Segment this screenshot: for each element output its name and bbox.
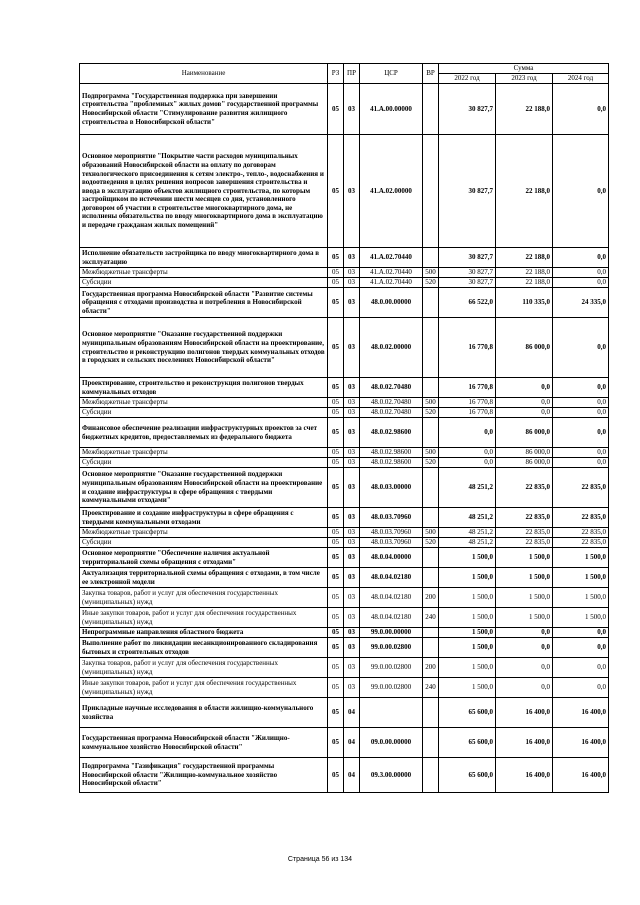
table-row [80,378,609,398]
row-value-2022: 0,0 [439,458,496,468]
row-name: Актуализация территориальной схемы обращения с отходами, в том числе ее электронной модели [80,568,328,588]
row-rz: 05 [328,248,344,268]
row-vr [423,698,439,728]
row-pr: 03 [344,398,360,408]
header-year-2022: 2022 год [439,74,496,84]
row-csr: 41.А.00.00000 [360,84,423,135]
row-csr: 48.0.03.70960 [360,538,423,548]
row-csr: 48.0.02.98600 [360,458,423,468]
row-value-2023: 16 400,0 [496,698,553,728]
row-value-2024: 22 835,0 [553,538,609,548]
row-value-2024: 0,0 [553,418,609,448]
row-vr [423,568,439,588]
row-value-2024: 0,0 [553,278,609,288]
row-csr [360,698,423,728]
row-value-2024: 0,0 [553,458,609,468]
row-value-2023: 86 000,0 [496,318,553,378]
table-row [80,278,609,288]
table-row [80,508,609,528]
row-value-2023: 22 835,0 [496,538,553,548]
row-value-2024: 0,0 [553,628,609,638]
row-pr: 03 [344,318,360,378]
row-value-2024: 0,0 [553,408,609,418]
row-pr: 03 [344,408,360,418]
table-row [80,528,609,538]
row-csr: 48.0.03.00000 [360,468,423,508]
row-rz: 05 [328,278,344,288]
row-value-2023: 0,0 [496,408,553,418]
row-csr: 99.0.00.02800 [360,678,423,698]
row-vr: 520 [423,458,439,468]
table-row [80,548,609,568]
row-rz: 05 [328,698,344,728]
row-name: Непрограммные направления областного бюджета [80,628,328,638]
row-csr: 48.0.04.00000 [360,548,423,568]
row-name: Проектирование и создание инфраструктуры в сфере обращения с твердыми коммунальными отходами [80,508,328,528]
row-pr: 03 [344,608,360,628]
row-csr: 48.0.02.70480 [360,408,423,418]
row-rz: 05 [328,568,344,588]
row-value-2023: 22 835,0 [496,528,553,538]
row-value-2022: 0,0 [439,418,496,448]
table-row [80,398,609,408]
row-value-2022: 30 827,7 [439,278,496,288]
row-vr: 500 [423,398,439,408]
row-value-2023: 0,0 [496,378,553,398]
row-pr: 04 [344,758,360,793]
row-rz: 05 [328,458,344,468]
row-pr: 03 [344,508,360,528]
row-rz: 05 [328,508,344,528]
row-name: Основное мероприятие "Покрытие части расходов муниципальных образований Новосибирской области на оплату по договорам технологического присоединения к сетям электро-, тепло-, водоснабжения и водоотведения в целях решения вопросов завершения строительства и ввода в эксплуатацию объектов жилищного строительства, по которым застройщиком по истечении шести месяцев со дня, установленного договором об участии в строительстве многоквартирного дома, не исполнены обязательства по вводу многоквартирного дома в эксплуатацию и передаче гражданам жилых помещений" [80,135,328,248]
row-name: Субсидии [80,278,328,288]
row-csr: 41.А.02.70440 [360,268,423,278]
row-value-2024: 0,0 [553,268,609,278]
row-csr: 99.0.00.02800 [360,658,423,678]
row-pr: 03 [344,638,360,658]
row-value-2023: 1 500,0 [496,568,553,588]
table-row [80,288,609,318]
row-rz: 05 [328,268,344,278]
row-vr: 520 [423,278,439,288]
row-value-2022: 65 600,0 [439,698,496,728]
row-rz: 05 [328,588,344,608]
row-name: Основное мероприятие "Оказание государственной поддержки муниципальным образованиям Новосибирской области на проектирование, строительство и реконструкцию полигонов твердых коммунальных отходов в городских и сельских поселениях Новосибирской области" [80,318,328,378]
header-sum: Сумма [439,64,609,74]
row-value-2022: 66 522,0 [439,288,496,318]
row-name: Основное мероприятие "Оказание государственной поддержки муниципальным образованиям Новосибирской области на проектирование и создание инфраструктуры в сфере обращения с твердыми коммунальными отходами" [80,468,328,508]
row-pr: 04 [344,728,360,758]
row-value-2022: 1 500,0 [439,568,496,588]
row-name: Субсидии [80,408,328,418]
row-name: Закупка товаров, работ и услуг для обеспечения государственных (муниципальных) нужд [80,588,328,608]
table-body [80,84,609,793]
row-pr: 03 [344,278,360,288]
table-row [80,538,609,548]
row-value-2024: 0,0 [553,398,609,408]
row-pr: 04 [344,698,360,728]
row-pr: 03 [344,678,360,698]
row-name: Подпрограмма "Государственная поддержка при завершении строительства "проблемных" жилых домов" государственной программы Новосибирской области "Стимулирование развития жилищного строительства в Новосибирской области" [80,84,328,135]
row-pr: 03 [344,568,360,588]
row-csr: 09.0.00.00000 [360,728,423,758]
header-name: Наименование [80,64,328,84]
row-name: Иные закупки товаров, работ и услуг для обеспечения государственных (муниципальных) нужд [80,678,328,698]
row-value-2023: 86 000,0 [496,418,553,448]
row-pr: 03 [344,548,360,568]
row-value-2023: 22 188,0 [496,248,553,268]
row-value-2023: 0,0 [496,678,553,698]
row-csr: 48.0.02.00000 [360,318,423,378]
row-value-2023: 16 400,0 [496,728,553,758]
row-name: Финансовое обеспечение реализации инфраструктурных проектов за счет бюджетных кредитов, предоставляемых из федерального бюджета [80,418,328,448]
budget-table [79,63,609,793]
row-value-2023: 22 835,0 [496,468,553,508]
row-rz: 05 [328,678,344,698]
row-name: Подпрограмма "Газификация" государственной программы Новосибирской области "Жилищно-коммунальное хозяйство Новосибирской области" [80,758,328,793]
row-value-2024: 16 400,0 [553,758,609,793]
row-csr: 48.0.02.98600 [360,448,423,458]
row-value-2022: 1 500,0 [439,628,496,638]
row-vr: 500 [423,268,439,278]
row-rz: 05 [328,468,344,508]
row-vr [423,248,439,268]
row-pr: 03 [344,628,360,638]
row-csr: 48.0.02.98600 [360,418,423,448]
row-vr [423,288,439,318]
row-csr: 99.0.00.00000 [360,628,423,638]
row-vr: 200 [423,588,439,608]
row-csr: 48.0.02.70480 [360,398,423,408]
row-value-2024: 22 835,0 [553,468,609,508]
row-name: Субсидии [80,538,328,548]
row-csr: 48.0.03.70960 [360,528,423,538]
row-value-2022: 1 500,0 [439,608,496,628]
row-vr [423,548,439,568]
row-pr: 03 [344,288,360,318]
row-name: Исполнение обязательств застройщика по вводу многоквартирного дома в эксплуатацию [80,248,328,268]
row-name: Прикладные научные исследования в области жилищно-коммунального хозяйства [80,698,328,728]
row-pr: 03 [344,468,360,508]
row-vr [423,638,439,658]
row-rz: 05 [328,548,344,568]
row-value-2024: 16 400,0 [553,728,609,758]
header-csr: ЦСР [360,64,423,84]
table-row [80,758,609,793]
row-value-2023: 0,0 [496,398,553,408]
row-value-2022: 65 600,0 [439,728,496,758]
row-vr [423,84,439,135]
row-rz: 05 [328,528,344,538]
row-value-2023: 0,0 [496,658,553,678]
row-pr: 03 [344,418,360,448]
row-value-2024: 0,0 [553,448,609,458]
row-rz: 05 [328,378,344,398]
row-rz: 05 [328,84,344,135]
row-name: Основное мероприятие "Обеспечение наличия актуальной территориальной схемы обращения с отходами" [80,548,328,568]
table-row [80,728,609,758]
row-value-2023: 22 188,0 [496,135,553,248]
row-vr: 520 [423,408,439,418]
table-row [80,608,609,628]
row-pr: 03 [344,248,360,268]
row-value-2024: 0,0 [553,658,609,678]
row-vr [423,378,439,398]
row-value-2024: 22 835,0 [553,508,609,528]
row-name: Межбюджетные трансферты [80,398,328,408]
row-name: Межбюджетные трансферты [80,448,328,458]
row-name: Проектирование, строительство и реконструкция полигонов твердых коммунальных отходов [80,378,328,398]
row-pr: 03 [344,135,360,248]
table-row [80,418,609,448]
row-value-2024: 0,0 [553,84,609,135]
row-rz: 05 [328,538,344,548]
row-value-2022: 1 500,0 [439,548,496,568]
table-row [80,408,609,418]
row-value-2024: 1 500,0 [553,548,609,568]
row-value-2022: 1 500,0 [439,638,496,658]
row-rz: 05 [328,418,344,448]
row-value-2024: 0,0 [553,678,609,698]
row-value-2023: 110 335,0 [496,288,553,318]
table-row [80,448,609,458]
table-row [80,568,609,588]
row-pr: 03 [344,458,360,468]
row-name: Субсидии [80,458,328,468]
row-pr: 03 [344,268,360,278]
row-vr: 500 [423,448,439,458]
row-value-2023: 0,0 [496,628,553,638]
row-rz: 05 [328,408,344,418]
row-value-2023: 1 500,0 [496,548,553,568]
table-row [80,658,609,678]
page-number: Страница 56 из 134 [287,856,353,863]
row-value-2022: 30 827,7 [439,248,496,268]
row-value-2023: 1 500,0 [496,608,553,628]
row-name: Выполнение работ по ликвидации несанкционированного складирования бытовых и строительных отходов [80,638,328,658]
table-row [80,135,609,248]
table-row [80,318,609,378]
row-csr: 09.3.00.00000 [360,758,423,793]
row-value-2023: 22 188,0 [496,84,553,135]
row-value-2024: 0,0 [553,135,609,248]
row-rz: 05 [328,758,344,793]
row-vr [423,758,439,793]
row-value-2022: 30 827,7 [439,84,496,135]
row-rz: 05 [328,658,344,678]
row-value-2022: 48 251,2 [439,468,496,508]
row-csr: 48.0.02.70480 [360,378,423,398]
table-row [80,588,609,608]
row-vr: 200 [423,658,439,678]
row-vr: 240 [423,608,439,628]
row-pr: 03 [344,528,360,538]
row-value-2023: 86 000,0 [496,458,553,468]
row-value-2024: 0,0 [553,378,609,398]
row-vr [423,628,439,638]
row-value-2022: 48 251,2 [439,528,496,538]
row-value-2023: 1 500,0 [496,588,553,608]
header-vr: ВР [423,64,439,84]
header-year-2023: 2023 год [496,74,553,84]
row-rz: 05 [328,448,344,458]
table-row [80,678,609,698]
row-vr: 520 [423,538,439,548]
row-value-2022: 1 500,0 [439,658,496,678]
row-value-2024: 0,0 [553,318,609,378]
row-name: Иные закупки товаров, работ и услуг для обеспечения государственных (муниципальных) нужд [80,608,328,628]
row-value-2022: 16 770,8 [439,378,496,398]
table-row [80,84,609,135]
row-name: Государственная программа Новосибирской области "Жилищно-коммунальное хозяйство Новосибирской области" [80,728,328,758]
row-vr [423,318,439,378]
row-rz: 05 [328,318,344,378]
row-value-2024: 22 835,0 [553,528,609,538]
table-row [80,268,609,278]
row-rz: 05 [328,398,344,408]
row-value-2024: 1 500,0 [553,588,609,608]
row-csr: 41.А.02.70440 [360,278,423,288]
row-csr: 48.0.03.70960 [360,508,423,528]
row-value-2023: 22 188,0 [496,268,553,278]
header-year-2024: 2024 год [553,74,609,84]
row-vr: 500 [423,528,439,538]
row-value-2022: 30 827,7 [439,268,496,278]
row-value-2022: 1 500,0 [439,588,496,608]
row-value-2022: 30 827,7 [439,135,496,248]
row-csr: 99.0.00.02800 [360,638,423,658]
row-value-2022: 48 251,2 [439,508,496,528]
row-value-2022: 1 500,0 [439,678,496,698]
row-vr [423,135,439,248]
row-value-2023: 86 000,0 [496,448,553,458]
row-value-2022: 0,0 [439,448,496,458]
row-rz: 05 [328,135,344,248]
row-csr: 48.0.04.02180 [360,608,423,628]
table-row [80,628,609,638]
table-header [80,64,609,84]
row-value-2022: 16 770,8 [439,398,496,408]
row-vr [423,418,439,448]
row-value-2023: 22 188,0 [496,278,553,288]
row-name: Государственная программа Новосибирской области "Развитие системы обращения с отходами производства и потребления в Новосибирской области" [80,288,328,318]
row-vr [423,728,439,758]
row-csr: 48.0.00.00000 [360,288,423,318]
row-value-2022: 65 600,0 [439,758,496,793]
table-row [80,248,609,268]
row-value-2023: 0,0 [496,638,553,658]
row-value-2024: 1 500,0 [553,568,609,588]
row-pr: 03 [344,588,360,608]
row-rz: 05 [328,728,344,758]
row-rz: 05 [328,638,344,658]
row-pr: 03 [344,538,360,548]
row-vr: 240 [423,678,439,698]
row-value-2023: 16 400,0 [496,758,553,793]
row-name: Межбюджетные трансферты [80,268,328,278]
table-row [80,638,609,658]
row-vr [423,468,439,508]
row-value-2022: 48 251,2 [439,538,496,548]
row-rz: 05 [328,288,344,318]
table-row [80,468,609,508]
row-name: Межбюджетные трансферты [80,528,328,538]
row-csr: 48.0.04.02180 [360,568,423,588]
header-pr: ПР [344,64,360,84]
row-value-2023: 22 835,0 [496,508,553,528]
row-value-2022: 16 770,8 [439,408,496,418]
row-rz: 05 [328,628,344,638]
row-rz: 05 [328,608,344,628]
row-value-2024: 0,0 [553,248,609,268]
row-pr: 03 [344,448,360,458]
row-csr: 41.А.02.00000 [360,135,423,248]
header-rz: РЗ [328,64,344,84]
row-csr: 41.А.02.70440 [360,248,423,268]
row-vr [423,508,439,528]
row-value-2022: 16 770,8 [439,318,496,378]
row-pr: 03 [344,84,360,135]
row-value-2024: 0,0 [553,638,609,658]
row-value-2024: 1 500,0 [553,608,609,628]
table-row [80,698,609,728]
row-pr: 03 [344,658,360,678]
table-row [80,458,609,468]
row-value-2024: 24 335,0 [553,288,609,318]
row-name: Закупка товаров, работ и услуг для обеспечения государственных (муниципальных) нужд [80,658,328,678]
row-pr: 03 [344,378,360,398]
row-csr: 48.0.04.02180 [360,588,423,608]
row-value-2024: 16 400,0 [553,698,609,728]
